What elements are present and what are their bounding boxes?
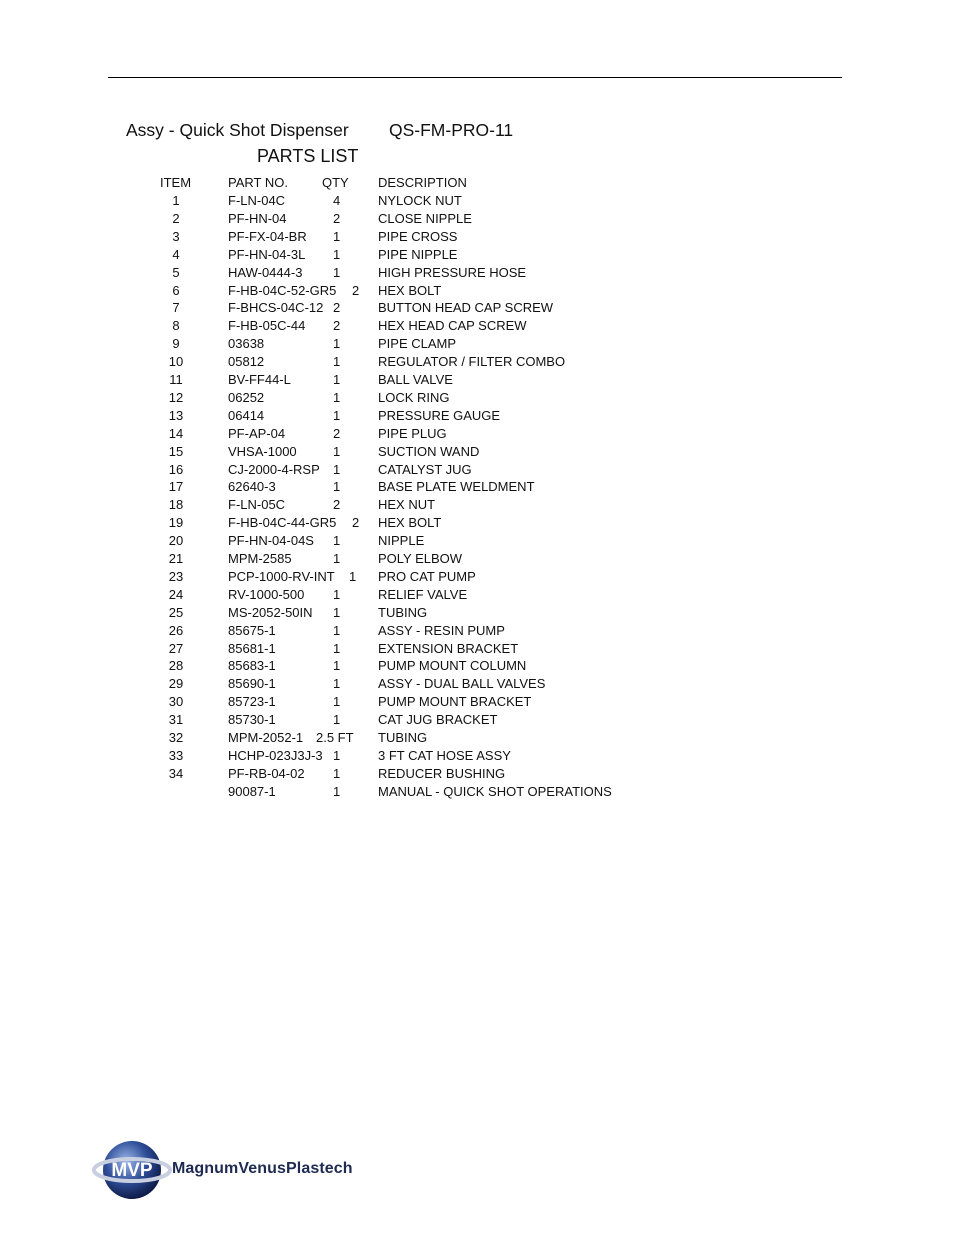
- quantity: 2: [352, 515, 360, 531]
- quantity: 2: [333, 425, 341, 441]
- description: MANUAL - QUICK SHOT OPERATIONS: [378, 783, 612, 799]
- part-number: 06414: [228, 407, 265, 423]
- item-number: 31: [168, 712, 184, 728]
- item-number: 8: [172, 318, 180, 334]
- part-number: PF-RB-04-02: [228, 765, 305, 781]
- description: EXTENSION BRACKET: [378, 640, 519, 656]
- item-number: 28: [168, 658, 184, 674]
- quantity: 2: [333, 318, 341, 334]
- description: RELIEF VALVE: [378, 586, 468, 602]
- item-number: 16: [168, 461, 184, 477]
- description: PRESSURE GAUGE: [378, 407, 501, 423]
- item-number: 18: [168, 497, 184, 513]
- quantity: 1: [349, 568, 357, 584]
- description: SUCTION WAND: [378, 443, 480, 459]
- part-number: F-BHCS-04C-12: [228, 300, 324, 316]
- description: REDUCER BUSHING: [378, 765, 506, 781]
- part-number: 90087-1: [228, 783, 276, 799]
- part-number: BV-FF44-L: [228, 372, 291, 387]
- description: HEX HEAD CAP SCREW: [378, 318, 527, 334]
- part-number: 03638: [228, 336, 265, 352]
- quantity: 1: [333, 586, 341, 602]
- item-number: 25: [168, 604, 184, 620]
- quantity: 1: [333, 407, 341, 423]
- part-number: HAW-0444-3: [228, 264, 303, 280]
- item-number: 24: [168, 586, 184, 602]
- column-header-part-no: PART NO.: [228, 175, 288, 190]
- assembly-title: Assy - Quick Shot Dispenser: [126, 120, 349, 140]
- part-number: PCP-1000-RV-INT: [228, 568, 335, 584]
- item-number: 10: [168, 354, 184, 370]
- part-number: F-HB-04C-52-GR5: [228, 282, 337, 298]
- item-number: 34: [168, 765, 184, 781]
- description: PUMP MOUNT BRACKET: [378, 694, 532, 710]
- part-number: F-HB-04C-44-GR5: [228, 515, 337, 531]
- item-number: 29: [168, 676, 184, 692]
- item-number: 27: [168, 640, 184, 656]
- description: NYLOCK NUT: [378, 193, 462, 208]
- part-number: PF-FX-04-BR: [228, 228, 307, 244]
- header-rule: [108, 77, 842, 78]
- quantity: 1: [333, 604, 341, 620]
- description: PIPE NIPPLE: [378, 246, 458, 262]
- part-number: 62640-3: [228, 479, 276, 495]
- part-number: 85675-1: [228, 622, 276, 638]
- part-number: PF-HN-04-3L: [228, 246, 306, 262]
- quantity: 1: [333, 783, 341, 799]
- item-number: 11: [169, 372, 183, 387]
- column-header-qty: QTY: [322, 175, 349, 190]
- item-number: 21: [168, 551, 184, 566]
- description: BALL VALVE: [378, 372, 453, 387]
- quantity: 1: [333, 228, 341, 244]
- description: CATALYST JUG: [378, 461, 472, 477]
- part-number: 85683-1: [228, 658, 276, 674]
- quantity: 1: [333, 264, 341, 280]
- quantity: 2: [333, 497, 341, 513]
- quantity: 1: [333, 336, 341, 352]
- part-number: MPM-2052-1: [228, 730, 304, 745]
- description: PIPE CROSS: [378, 228, 458, 244]
- part-number: PF-AP-04: [228, 425, 286, 441]
- quantity: 1: [333, 640, 341, 656]
- item-number: 15: [168, 443, 184, 459]
- description: PIPE CLAMP: [378, 336, 457, 352]
- part-number: 85723-1: [228, 694, 276, 710]
- description: CLOSE NIPPLE: [378, 210, 472, 226]
- part-number: MS-2052-50IN: [228, 604, 313, 620]
- part-number: PF-HN-04: [228, 210, 287, 226]
- description: HEX BOLT: [378, 282, 442, 298]
- description: NIPPLE: [378, 533, 425, 549]
- description: REGULATOR / FILTER COMBO: [378, 354, 566, 370]
- item-number: 2: [172, 210, 180, 226]
- part-number: 05812: [228, 354, 265, 370]
- quantity: 2: [333, 210, 341, 226]
- description: HEX NUT: [378, 497, 436, 513]
- description: PIPE PLUG: [378, 425, 447, 441]
- item-number: 1: [172, 193, 180, 208]
- description: TUBING: [378, 604, 428, 620]
- column-header-item: ITEM: [160, 175, 192, 190]
- quantity: 1: [333, 622, 341, 638]
- description: TUBING: [378, 730, 428, 745]
- item-number: 14: [168, 425, 184, 441]
- quantity: 4: [333, 193, 341, 208]
- part-number: PF-HN-04-04S: [228, 533, 314, 549]
- quantity: 1: [333, 747, 341, 763]
- item-number: 4: [172, 246, 180, 262]
- item-number: 9: [172, 336, 180, 352]
- description: PRO CAT PUMP: [378, 568, 476, 584]
- quantity: 1: [333, 354, 341, 370]
- quantity: 1: [333, 479, 341, 495]
- part-number: VHSA-1000: [228, 443, 297, 459]
- mvp-globe-icon: [92, 1134, 182, 1204]
- part-number: CJ-2000-4-RSP: [228, 461, 320, 477]
- quantity: 1: [333, 712, 341, 728]
- item-number: 13: [168, 407, 184, 423]
- description: BUTTON HEAD CAP SCREW: [378, 300, 554, 316]
- quantity: 2.5 FT: [316, 730, 354, 745]
- parts-list-title: PARTS LIST: [257, 146, 359, 166]
- description: BASE PLATE WELDMENT: [378, 479, 535, 495]
- description: HEX BOLT: [378, 515, 442, 531]
- part-number: 85690-1: [228, 676, 276, 692]
- quantity: 1: [333, 676, 341, 692]
- part-number: 85730-1: [228, 712, 276, 728]
- quantity: 2: [333, 300, 341, 316]
- description: LOCK RING: [378, 389, 450, 405]
- part-number: 85681-1: [228, 640, 276, 656]
- quantity: 1: [333, 246, 341, 262]
- quantity: 1: [333, 658, 341, 674]
- quantity: 1: [333, 765, 341, 781]
- part-number: HCHP-023J3J-3: [228, 747, 323, 763]
- part-number: F-HB-05C-44: [228, 318, 306, 334]
- part-number: RV-1000-500: [228, 586, 305, 602]
- item-number: 3: [172, 228, 180, 244]
- part-number: 06252: [228, 389, 265, 405]
- description: ASSY - RESIN PUMP: [378, 622, 505, 638]
- item-number: 6: [172, 282, 180, 298]
- quantity: 1: [333, 551, 341, 566]
- item-number: 32: [168, 730, 184, 745]
- description: 3 FT CAT HOSE ASSY: [378, 747, 511, 763]
- description: HIGH PRESSURE HOSE: [378, 264, 527, 280]
- item-number: 19: [168, 515, 184, 531]
- description: CAT JUG BRACKET: [378, 712, 498, 728]
- column-header-description: DESCRIPTION: [378, 175, 467, 190]
- item-number: 17: [168, 479, 184, 495]
- quantity: 2: [352, 282, 360, 298]
- item-number: 23: [168, 568, 184, 584]
- item-number: 20: [168, 533, 184, 549]
- logo-mark-text: MVP: [111, 1160, 153, 1181]
- part-number: MPM-2585: [228, 551, 292, 566]
- part-number: F-LN-05C: [228, 497, 286, 513]
- quantity: 1: [333, 694, 341, 710]
- quantity: 1: [333, 533, 341, 549]
- item-number: 7: [172, 300, 180, 316]
- item-number: 33: [168, 747, 184, 763]
- assembly-model-number: QS-FM-PRO-11: [389, 120, 514, 140]
- item-number: 5: [172, 264, 180, 280]
- item-number: 30: [168, 694, 184, 710]
- company-name: MagnumVenusPlastech: [172, 1160, 353, 1177]
- quantity: 1: [333, 461, 341, 477]
- description: ASSY - DUAL BALL VALVES: [378, 676, 546, 692]
- item-number: 12: [168, 389, 184, 405]
- quantity: 1: [333, 389, 341, 405]
- description: PUMP MOUNT COLUMN: [378, 658, 527, 674]
- quantity: 1: [333, 372, 341, 387]
- description: POLY ELBOW: [378, 551, 463, 566]
- quantity: 1: [333, 443, 341, 459]
- part-number: F-LN-04C: [228, 193, 286, 208]
- item-number: 26: [168, 622, 184, 638]
